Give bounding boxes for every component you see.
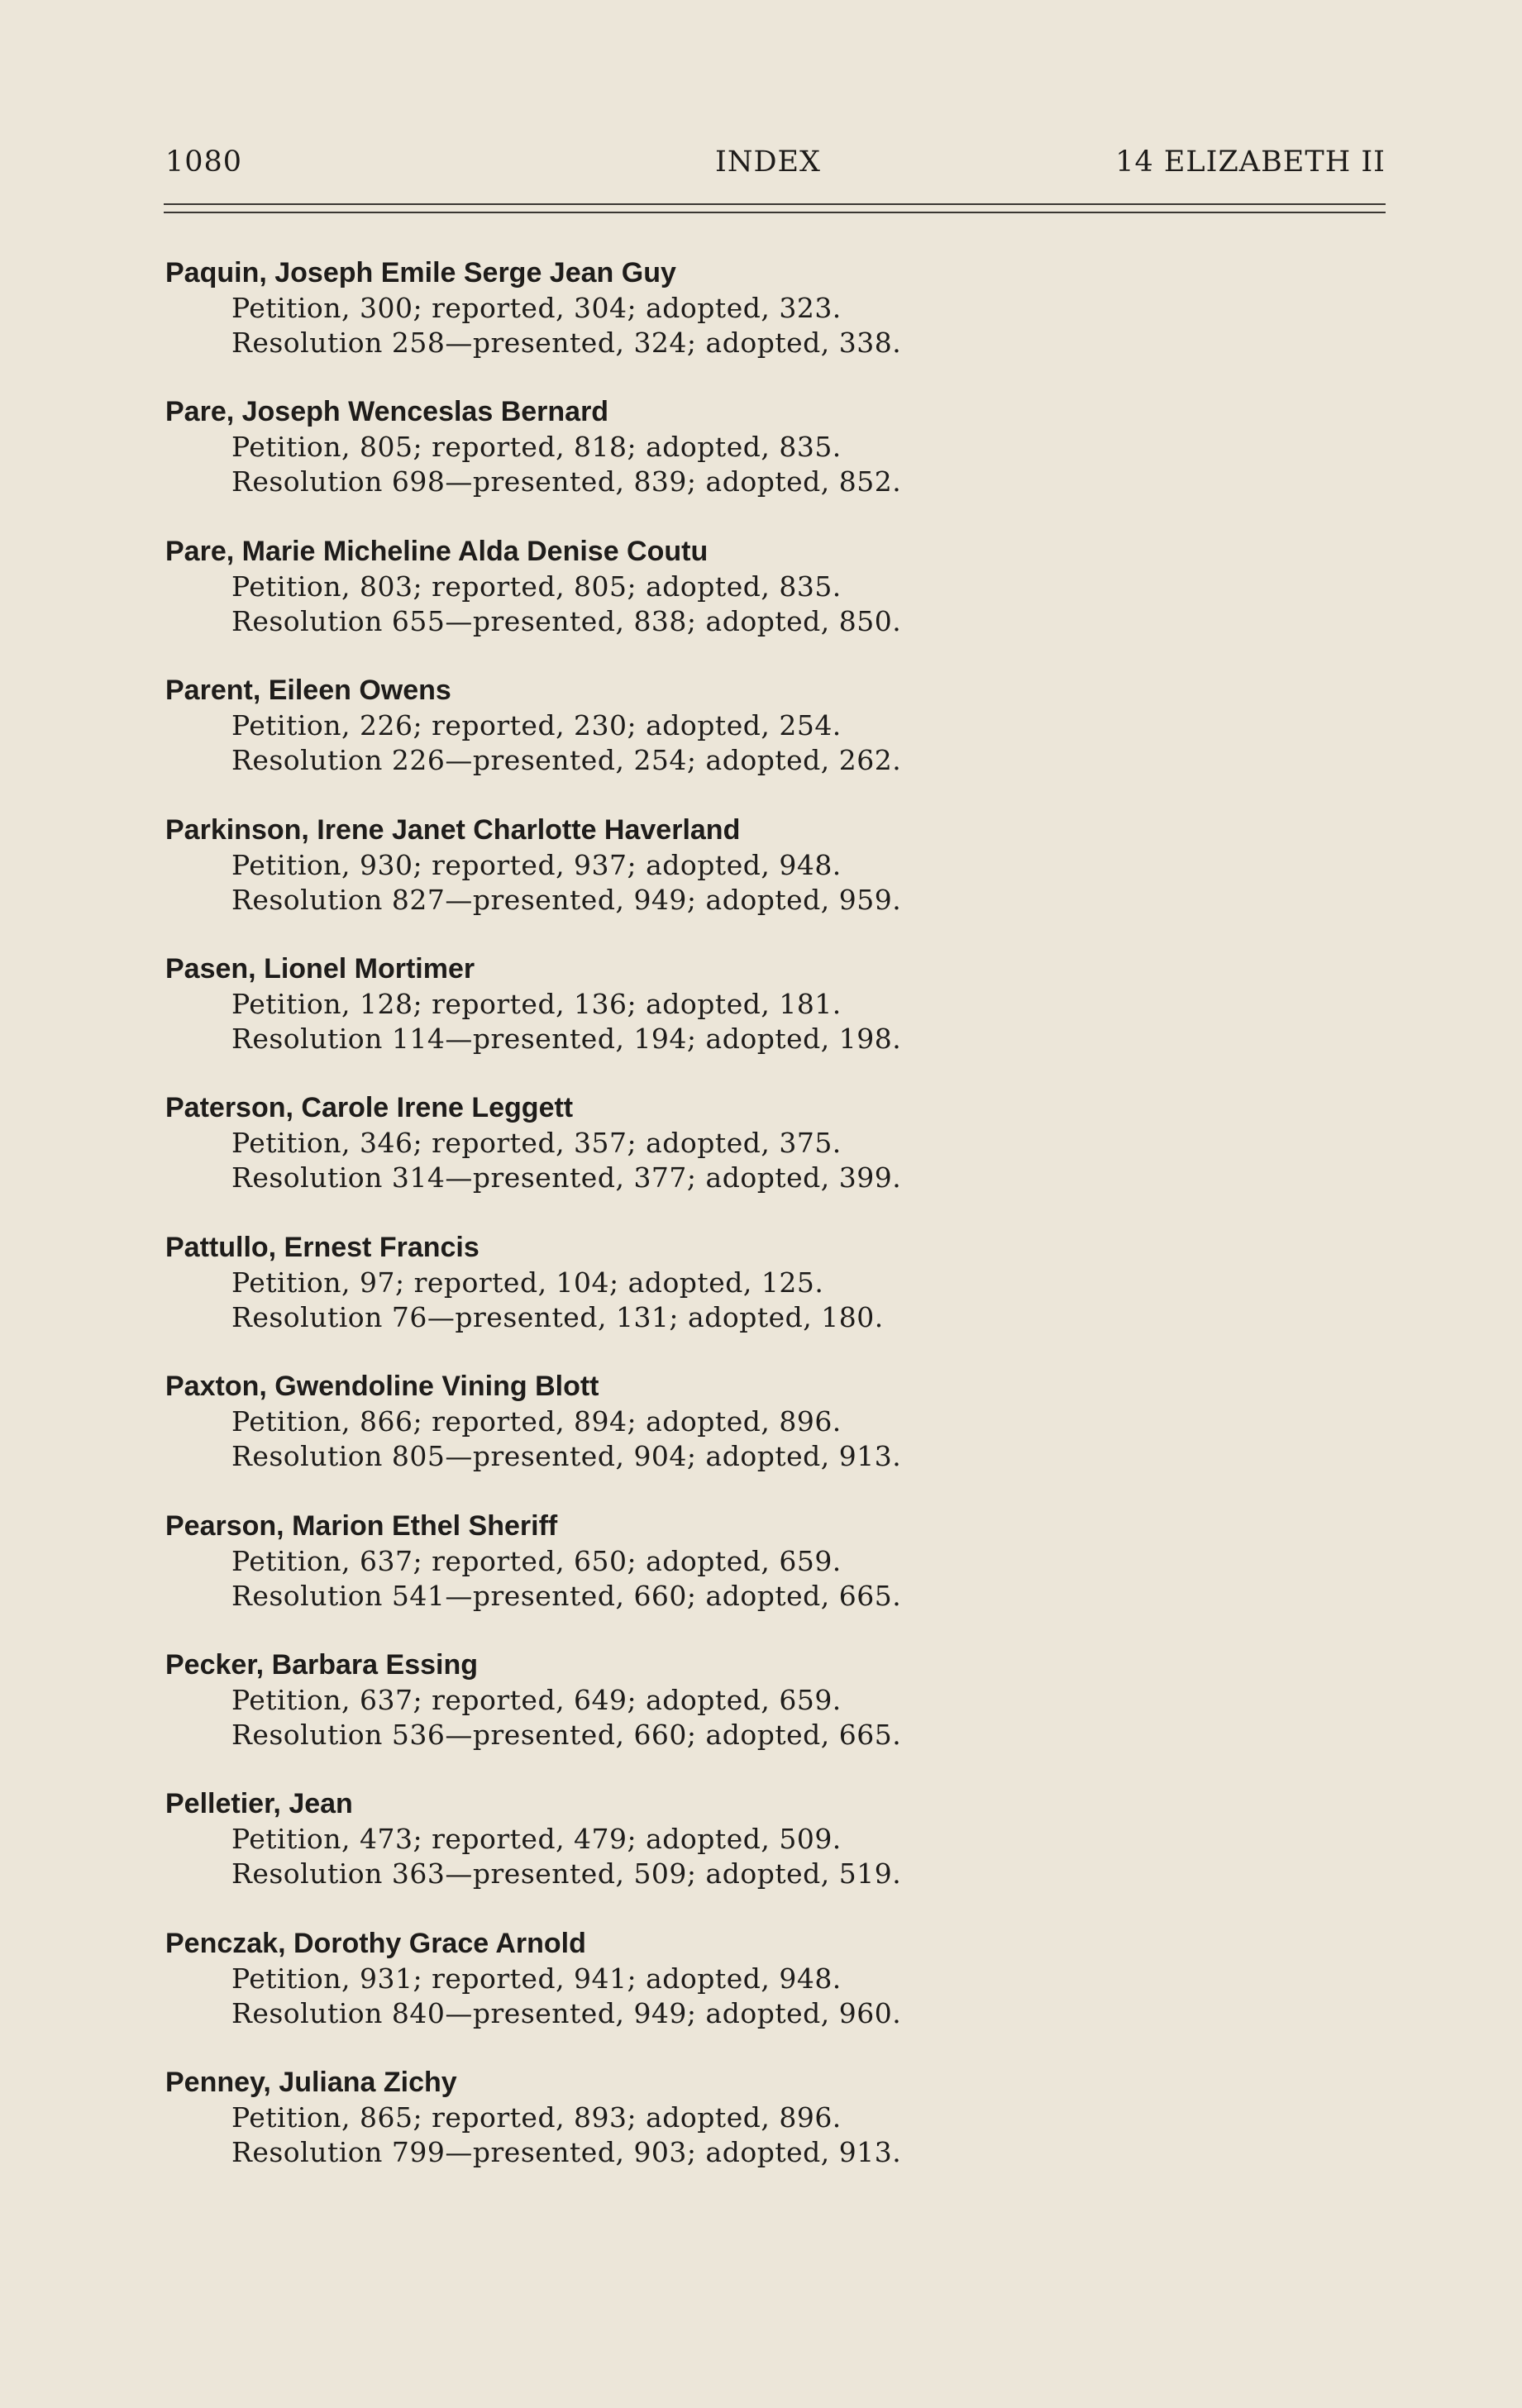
- entry-name: Paquin, Joseph Emile Serge Jean Guy: [165, 257, 676, 288]
- entry-petition: Petition, 128; reported, 136; adopted, 181.: [231, 987, 842, 1020]
- index-entry: [165, 1368, 1323, 1507]
- entry-petition: Petition, 637; reported, 650; adopted, 659.: [231, 1544, 842, 1577]
- index-entry: [165, 393, 1323, 532]
- index-entry: [165, 2064, 1323, 2203]
- entry-resolution: Resolution 840—presented, 949; adopted, 960.: [231, 1996, 902, 2029]
- index-entry: [165, 533, 1323, 672]
- index-entry: [165, 1786, 1323, 1924]
- entry-resolution: Resolution 76—presented, 131; adopted, 180.: [231, 1300, 884, 1333]
- index-entry: [165, 255, 1323, 393]
- entry-name: Parent, Eileen Owens: [165, 675, 451, 707]
- index-entry: [165, 1647, 1323, 1786]
- entry-petition: Petition, 97; reported, 104; adopted, 125.: [231, 1266, 824, 1299]
- entry-resolution: Resolution 655—presented, 838; adopted, 850.: [231, 604, 902, 637]
- entry-name: Paterson, Carole Irene Leggett: [165, 1092, 574, 1124]
- entry-name: Pelletier, Jean: [165, 1788, 353, 1820]
- entry-petition: Petition, 300; reported, 304; adopted, 323.: [231, 292, 842, 324]
- entry-name: Pearson, Marion Ethel Sheriff: [165, 1509, 558, 1542]
- entry-name: Pecker, Barbara Essing: [165, 1648, 479, 1681]
- entry-name: Paxton, Gwendoline Vining Blott: [165, 1371, 599, 1403]
- index-entry: [165, 812, 1323, 951]
- index-entry: [165, 1229, 1323, 1368]
- running-head: [165, 145, 1386, 195]
- index-entry: [165, 951, 1323, 1090]
- entry-resolution: Resolution 698—presented, 839; adopted, 852.: [231, 465, 902, 498]
- entry-resolution: Resolution 827—presented, 949; adopted, 959.: [231, 883, 902, 916]
- entry-petition: Petition, 805; reported, 818; adopted, 835.: [231, 431, 842, 464]
- entry-petition: Petition, 346; reported, 357; adopted, 375.: [231, 1127, 842, 1160]
- entry-petition: Petition, 226; reported, 230; adopted, 254.: [231, 709, 842, 742]
- entry-petition: Petition, 803; reported, 805; adopted, 835.: [231, 570, 842, 603]
- entry-resolution: Resolution 805—presented, 904; adopted, 913.: [231, 1440, 902, 1473]
- entry-petition: Petition, 866; reported, 894; adopted, 896.: [231, 1405, 842, 1438]
- entry-resolution: Resolution 258—presented, 324; adopted, 338.: [231, 327, 902, 359]
- entry-resolution: Resolution 363—presented, 509; adopted, 519.: [231, 1857, 902, 1891]
- page-number: 1080: [165, 145, 243, 179]
- entry-resolution: Resolution 541—presented, 660; adopted, 665.: [231, 1579, 902, 1612]
- index-entry: [165, 1925, 1323, 2064]
- entry-petition: Petition, 865; reported, 893; adopted, 896.: [231, 2101, 842, 2134]
- regnal-year: 14 ELIZABETH II: [1115, 145, 1386, 179]
- entry-name: Pare, Marie Micheline Alda Denise Coutu: [165, 535, 709, 567]
- index-entry: [165, 1508, 1323, 1647]
- entry-name: Pare, Joseph Wenceslas Bernard: [165, 396, 609, 428]
- section-title: INDEX: [715, 145, 821, 179]
- index-entry: [165, 672, 1323, 811]
- entry-petition: Petition, 931; reported, 941; adopted, 948.: [231, 1962, 842, 1995]
- entry-name: Penney, Juliana Zichy: [165, 2067, 457, 2099]
- entry-name: Pattullo, Ernest Francis: [165, 1231, 480, 1263]
- entry-name: Parkinson, Irene Janet Charlotte Haverland: [165, 813, 741, 846]
- entry-resolution: Resolution 114—presented, 194; adopted, 198.: [231, 1022, 902, 1055]
- entry-petition: Petition, 637; reported, 649; adopted, 659.: [231, 1683, 842, 1716]
- entry-petition: Petition, 930; reported, 937; adopted, 948.: [231, 848, 842, 881]
- entry-resolution: Resolution 536—presented, 660; adopted, 665.: [231, 1718, 902, 1751]
- index-entry: [165, 1090, 1323, 1228]
- entry-name: Pasen, Lionel Mortimer: [165, 952, 475, 985]
- index-entries: [165, 255, 1323, 2203]
- header-rule-top: [164, 203, 1386, 205]
- entry-petition: Petition, 473; reported, 479; adopted, 509.: [231, 1823, 842, 1856]
- entry-resolution: Resolution 226—presented, 254; adopted, 262.: [231, 744, 902, 777]
- header-rule-bottom: [164, 212, 1386, 213]
- entry-resolution: Resolution 314—presented, 377; adopted, 399.: [231, 1161, 902, 1194]
- entry-resolution: Resolution 799—presented, 903; adopted, 913.: [231, 2136, 902, 2169]
- entry-name: Penczak, Dorothy Grace Arnold: [165, 1927, 586, 1959]
